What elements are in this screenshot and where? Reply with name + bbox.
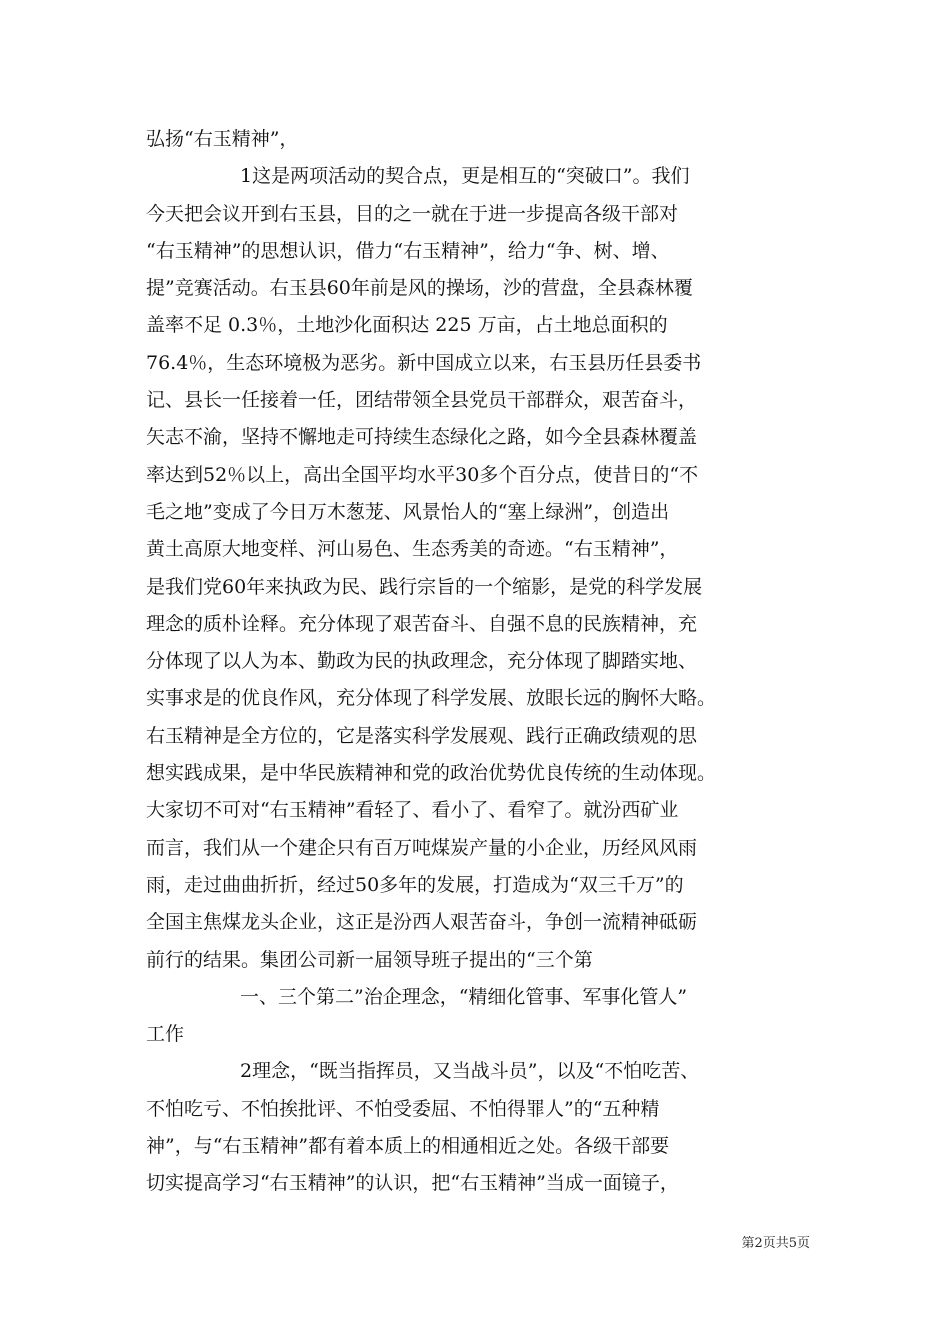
text-line: 不怕吃亏、不怕挨批评、不怕受委屈、不怕得罪人”的“五种精 [146,1097,660,1120]
document-body [146,121,826,1203]
text-line: 率达到52％以上，高出全国平均水平30多个百分点，使昔日的“不 [146,463,699,486]
text-line: 想实践成果，是中华民族精神和党的政治优势优良传统的生动体现。 [146,762,717,785]
text-line: 黄土高原大地变样、河山易色、生态秀美的奇迹。“右玉精神”， [146,538,679,561]
text-line: 记、县长一任接着一任，团结带领全县党员干部群众，艰苦奋斗， [146,389,698,412]
text-line: 毛之地”变成了今日万木葱茏、风景怡人的“塞上绿洲”，创造出 [146,500,670,523]
text-line: 分体现了以人为本、勤政为民的执政理念，充分体现了脚踏实地、 [146,650,698,673]
text-line: 工作 [146,1023,185,1046]
text-line: 雨，走过曲曲折折，经过50多年的发展，打造成为“双三千万”的 [146,873,684,896]
text-line: 弘扬“右玉精神”， [146,128,299,150]
text-line: 今天把会议开到右玉县，目的之一就在于进一步提高各级干部对 [146,202,679,225]
page-number: 第2页共5页 [741,1236,810,1251]
text-line: 而言，我们从一个建企只有百万吨煤炭产量的小企业，历经风风雨 [146,836,698,859]
text-line: 76.4％，生态环境极为恶劣。新中国成立以来，右玉县历任县委书 [146,351,702,374]
text-line: 全国主焦煤龙头企业，这正是汾西人艰苦奋斗，争创一流精神砥砺 [146,911,698,934]
text-line: 是我们党60年来执政为民、践行宗旨的一个缩影，是党的科学发展 [146,575,703,598]
text-line: 大家切不可对“右玉精神”看轻了、看小了、看窄了。就汾西矿业 [146,799,679,822]
text-line: 1这是两项活动的契合点，更是相互的“突破口”。我们 [240,165,690,188]
text-line: 提”竞赛活动。右玉县60年前是风的操场，沙的营盘，全县森林覆 [146,277,693,300]
text-line: 实事求是的优良作风，充分体现了科学发展、放眼长远的胸怀大略。 [146,687,717,710]
text-line: 理念的质朴诠释。充分体现了艰苦奋斗、自强不息的民族精神，充 [146,612,698,635]
text-line: 右玉精神是全方位的，它是落实科学发展观、践行正确政绩观的思 [146,724,698,747]
text-line: 切实提高学习“右玉精神”的认识，把“右玉精神”当成一面镜子， [146,1172,679,1195]
text-line: 盖率不足 0.3％，土地沙化面积达 225 万亩，占土地总面积的 [146,314,668,337]
text-line: 一、三个第二”治企理念，“精细化管事、军事化管人” [240,985,688,1008]
text-line: 神”，与“右玉精神”都有着本质上的相通相近之处。各级干部要 [146,1135,670,1158]
text-line: 前行的结果。集团公司新一届领导班子提出的“三个第 [146,948,593,971]
text-line: 2理念，“既当指挥员，又当战斗员”，以及“不怕吃苦、 [240,1060,700,1083]
text-line: “右玉精神”的思想认识，借力“右玉精神”，给力“争、树、增、 [146,239,670,262]
text-line: 矢志不渝，坚持不懈地走可持续生态绿化之路，如今全县森林覆盖 [146,426,698,449]
